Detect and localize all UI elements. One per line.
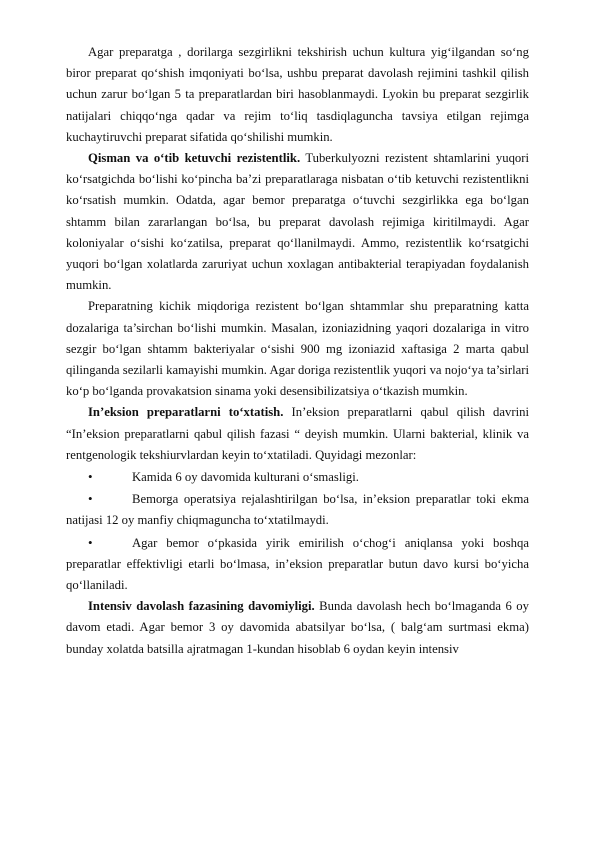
paragraph-partial-resistance-body: Tuberkulyozni rezistent shtamlarini yuqori ko‘rsatgichda bo‘lishi ko‘pincha ba’zi preparatlaraga nisbatan o‘tib ketuvchi rezistentlikni ko‘rsatish mumkin. Odatda, agar bemor preparatga o‘tuvchi sezgirlikka ega bo‘lgan shtamm bilan zararlangan bo‘lsa, bu preparat davolash rejimiga kiritilmaydi. Agar koloniyalar o‘sishi ko‘zatilsa, preparat qo‘llanilmaydi. Ammo, rezistentlik ko‘rsatgichi yuqori bo‘lgan xolatlarda zaruriyat uchun xoxlagan antibakterial terapiyadan foydalanish mumkin.: [66, 151, 530, 293]
criteria-list-item: [66, 466, 529, 488]
criteria-list-item: [66, 488, 529, 531]
bullet-icon: [66, 466, 132, 488]
paragraph-high-dose: Preparatning kichik miqdoriga rezistent bo‘lgan shtammlar shu preparatning katta dozalariga ta’sirchan bo‘lishi mumkin. Masalan, izoniazidning yaqori dozalariga in vitro sezgir bo‘lgan shtamm bakteriyalar o‘sishi 900 mg izoniazid xaftasiga 2 marta qabul qilinganda sezilarli kamayishi mumkin. Agar doriga rezistentlik yuqori va nojo‘ya ta’sirlari ko‘p bo‘lganda provakatsion sinama yoki desensibilizatsiya o‘tkazish mumkin.: [66, 299, 529, 399]
criteria-item-text: Kamida 6 oy davomida kulturani o‘smasligi.: [132, 470, 359, 485]
paragraph-sensitivity-culture: Agar preparatga , dorilarga sezgirlikni tekshirish uchun kultura yig‘ilgandan so‘ng biror preparat qo‘shish imqoniyati bo‘lsa, ushbu preparat davolash rejimini tashkil qilish uchun zarur bo‘lgan 5 ta preparatlardan biri hasoblanmaydi. Lyokin bu preparat sezgirlik natijalari chiqqo‘nga qadar va rejim to‘liq tasdiqlaguncha tavsiya etilgan rejimga kuchaytiruvchi preparat sifatida qo‘shilishi mumkin.: [66, 45, 529, 144]
heading-partial-resistance: Qisman va o‘tib ketuvchi rezistentlik.: [88, 151, 301, 166]
bullet-icon: [66, 532, 132, 554]
document-page: [66, 42, 529, 660]
criteria-item-text: Bemorga operatsiya rejalashtirilgan bo‘lsa, in’eksion preparatlar toki ekma natijasi 12 oy manfiy chiqmaguncha to‘xtatilmaydi.: [66, 492, 529, 528]
heading-injectable-stop: In’eksion preparatlarni to‘xtatish.: [88, 405, 284, 420]
heading-intensive-phase: Intensiv davolash fazasining davomiyligi.: [88, 599, 315, 614]
paragraph-partial-resistance: [66, 148, 529, 296]
criteria-item-text: Agar bemor o‘pkasida yirik emirilish o‘chog‘i aniqlansa yoki boshqa preparatlar effektivligi etarli bo‘lmasa, in’eksion preparatlar butun davo kursi bo‘yicha qo‘llaniladi.: [66, 535, 529, 593]
paragraph-intensive-phase-body: Bunda davolash hech bo‘lmaganda 6 oy davom etadi. Agar bemor 3 oy davomida abatsilyar bo‘lsa, ( balg‘am surtmasi ekma) bunday xolatda batsilla ajratmagan 1-kundan hisoblab 6 oydan keyin intensiv: [66, 599, 529, 656]
paragraph-intensive-phase: [66, 596, 529, 660]
paragraph-injectable-stop: [66, 402, 529, 466]
criteria-list-item: [66, 532, 529, 597]
bullet-icon: [66, 488, 132, 510]
paragraph-injectable-stop-body: In’eksion preparatlarni qabul qilish davrini “In’eksion preparatlarni qabul qilish fazasi “ deyish mumkin. Ularni bakterial, klinik va rentgenologik tekshiurvlardan keyin to‘xtatiladi. Quyidagi mezonlar:: [66, 405, 529, 462]
